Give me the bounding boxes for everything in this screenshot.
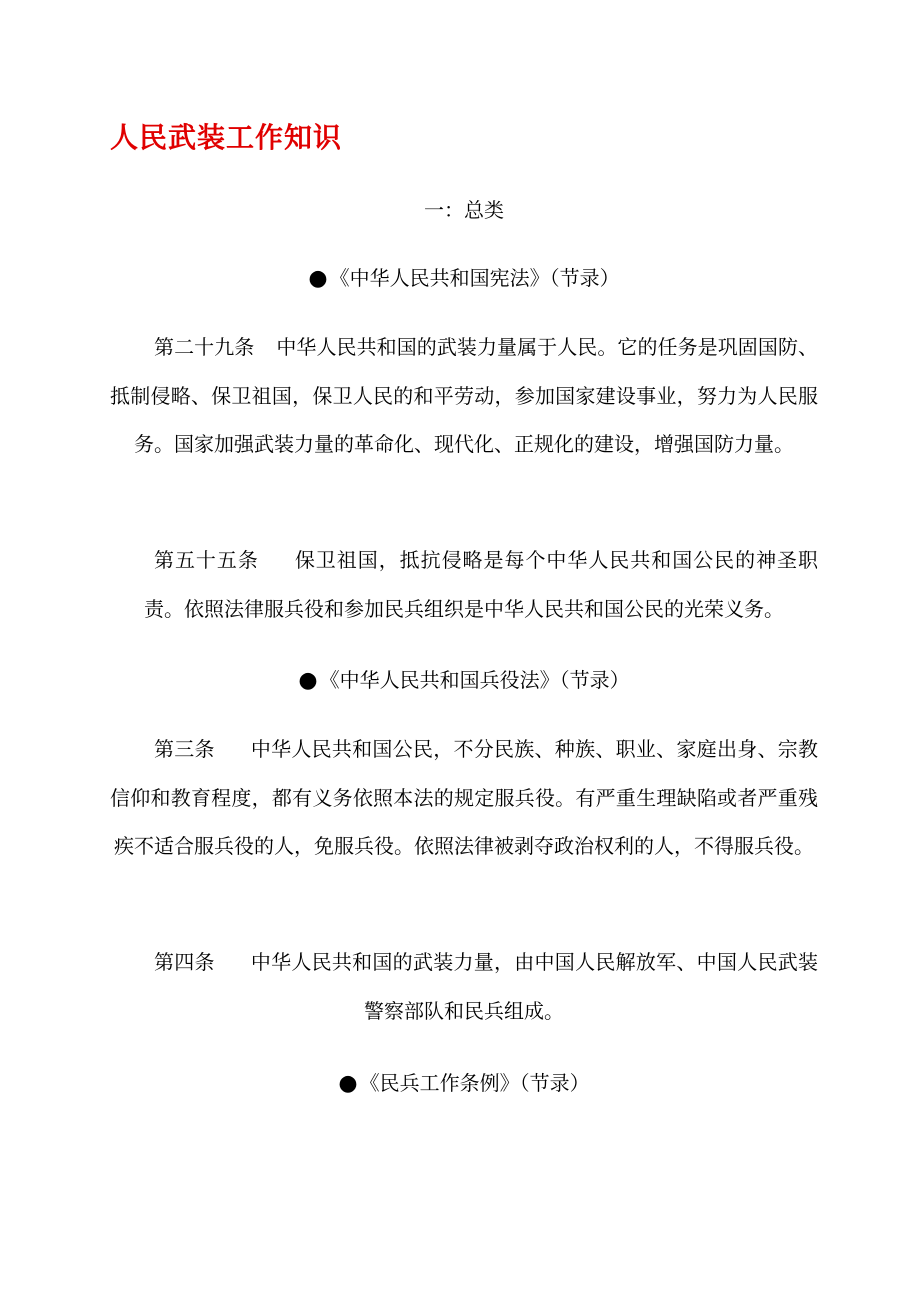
section-heading: 一：总类 xyxy=(424,198,504,222)
article-text: 中华人民共和国的武装力量，由中国人民解放军、中国人民武装警察部队和民兵组成。 xyxy=(250,950,819,1023)
article-3 xyxy=(110,725,818,871)
bullet-icon: ● xyxy=(338,1071,358,1096)
article-text: 保卫祖国，抵抗侵略是每个中华人民共和国公民的神圣职责。依照法律服兵役和参加民兵组织是中华人民共和国公民的光荣义务。 xyxy=(144,548,819,621)
article-55 xyxy=(110,536,818,633)
bullet-icon: ● xyxy=(298,668,318,693)
law-heading-text: 《中华人民共和国宪法》（节录） xyxy=(329,266,620,290)
article-number: 第二十九条 xyxy=(154,335,255,359)
law-heading-constitution xyxy=(110,262,818,291)
article-number: 第五十五条 xyxy=(154,548,259,572)
document-title: 人民武装工作知识 xyxy=(110,121,343,154)
article-4 xyxy=(110,938,818,1035)
law-heading-military-service xyxy=(110,664,818,693)
law-heading-text: 《中华人民共和国兵役法》（节录） xyxy=(319,668,630,692)
article-number: 第三条 xyxy=(154,737,215,761)
law-heading-militia-regulations xyxy=(110,1067,818,1096)
law-heading-text: 《民兵工作条例》（节录） xyxy=(359,1071,590,1095)
article-text: 中华人民共和国公民，不分民族、种族、职业、家庭出身、宗教信仰和教育程度，都有义务依照本法的规定服兵役。有严重生理缺陷或者严重残疾不适合服兵役的人，免服兵役。依照法律被剥夺政治权利的人，不得服兵役。 xyxy=(110,737,819,858)
article-text: 中华人民共和国的武装力量属于人民。它的任务是巩固国防、抵制侵略、保卫祖国，保卫人民的和平劳动，参加国家建设事业，努力为人民服务。国家加强武装力量的革命化、现代化、正规化的建设，增强国防力量。 xyxy=(110,335,819,456)
article-number: 第四条 xyxy=(154,950,215,974)
bullet-icon: ● xyxy=(308,266,328,291)
article-29 xyxy=(110,323,818,469)
